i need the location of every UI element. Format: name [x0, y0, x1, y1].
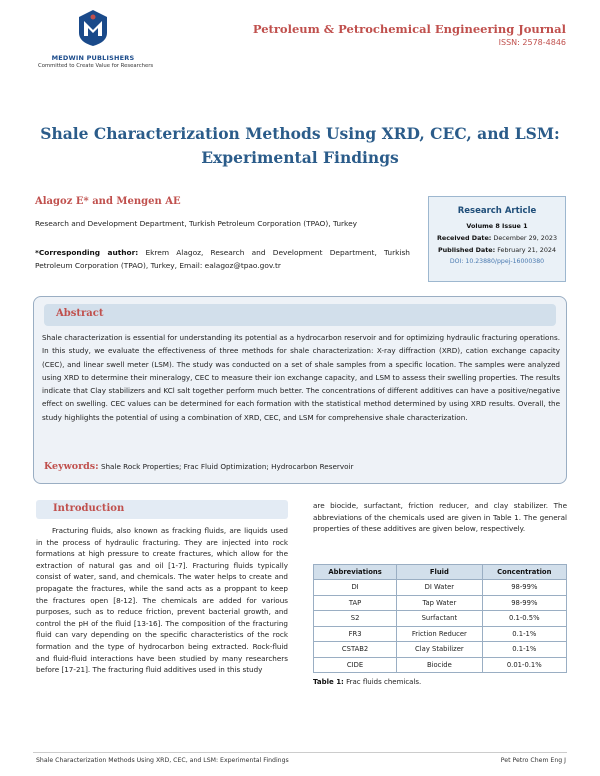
- abstract-text: Shale characterization is essential for understanding its potential as a hydrocarbon reservoir and for optimizing hydraulic fracturing operations. In this study, we evaluate the effectiveness of three methods for shale characterization: X-ray diffraction (XRD), cation exchange capacity (CEC), and linear swell meter (LSM). The study was conducted on a set of shale samples from a specific location. The samples were analyzed using XRD to determine their mineralogy, CEC to measure their ion exchange capacity, and LSM to assess their swelling properties. The results indicate that Clay stabilizers and KCl salt together perform much better. The concentrations of different additives can have a positive/negative effect on swelling. CEC values can be determined for each formation with the statistical method determined by using XRD results. Overall, the study highlights the potential of using a combination of XRD, CEC, and LSM for comprehensive shale characterization.: [42, 333, 560, 422]
- table-row: [314, 642, 567, 658]
- table-cell: 0.1-1%: [482, 626, 566, 642]
- table-cell: Biocide: [397, 657, 482, 673]
- article-doi[interactable]: DOI: 10.23880/ppej-16000380: [449, 258, 545, 265]
- table-header: Fluid: [397, 565, 482, 580]
- footer-journal-abbrev: Pet Petro Chem Eng J: [500, 757, 566, 764]
- introduction-heading: Introduction: [53, 503, 125, 514]
- journal-header: [253, 22, 566, 47]
- table-row: [314, 657, 567, 673]
- table-header-row: [314, 565, 567, 580]
- article-type: Research Article: [457, 206, 537, 216]
- paper-title: Shale Characterization Methods Using XRD, CEC, and LSM: Experimental Findings: [40, 124, 560, 167]
- affiliation: Research and Development Department, Turkish Petroleum Corporation (TPAO), Turkey: [35, 219, 357, 228]
- table-cell: FR3: [314, 626, 397, 642]
- table-caption-text: Frac fluids chemicals.: [346, 678, 422, 686]
- table-header: Concentration: [482, 565, 566, 580]
- table-cell: 0.01-0.1%: [482, 657, 566, 673]
- table-header: Abbreviations: [314, 565, 397, 580]
- table-cell: Surfactant: [397, 611, 482, 627]
- table-cell: CSTAB2: [314, 642, 397, 658]
- published-date: Published Date: February 21, 2024: [437, 246, 557, 254]
- article-volume: Volume 8 Issue 1: [466, 222, 528, 230]
- table-cell: 98-99%: [482, 595, 566, 611]
- keywords-label: Keywords:: [44, 461, 99, 472]
- introduction-right-column: are biocide, surfactant, friction reducer, and clay stabilizer. The abbreviations of the chemicals used are given in Table 1. The general properties of these additives are given below, respectively.: [313, 501, 567, 534]
- table-cell: DI Water: [397, 580, 482, 596]
- table-cell: TAP: [314, 595, 397, 611]
- footer-divider: [33, 752, 567, 753]
- table-cell: CIDE: [314, 657, 397, 673]
- table-row: [314, 626, 567, 642]
- abstract-header: [44, 304, 556, 326]
- keywords-text: Shale Rock Properties; Frac Fluid Optimization; Hydrocarbon Reservoir: [100, 462, 354, 471]
- publisher-tagline: Committed to Create Value for Researchers: [38, 63, 154, 69]
- table-cell: Tap Water: [397, 595, 482, 611]
- abstract-heading: Abstract: [56, 308, 104, 319]
- journal-issn: ISSN: 2578-4846: [498, 38, 566, 47]
- corresponding-text: Ekrem Alagoz, Research and Development Department, Turkish Petroleum Corporation (TPAO), Turkey, Email: ealagoz@tpao.gov.tr: [35, 248, 410, 270]
- journal-name: Petroleum & Petrochemical Engineering Journal: [252, 22, 566, 36]
- corresponding-label: *Corresponding author:: [35, 248, 139, 257]
- authors: Alagoz E* and Mengen AE: [35, 196, 181, 207]
- table-caption: [313, 678, 421, 686]
- table-row: [314, 580, 567, 596]
- table-row: [314, 595, 567, 611]
- chemicals-table: [313, 564, 567, 673]
- table-cell: S2: [314, 611, 397, 627]
- publisher-name: MEDWIN PUBLISHERS: [51, 54, 135, 62]
- medwin-logo-icon: [73, 8, 113, 48]
- keywords: [44, 461, 353, 472]
- corresponding-author: [35, 246, 410, 272]
- table-caption-label: Table 1:: [313, 678, 344, 686]
- abstract-box: [33, 296, 567, 484]
- table-cell: Friction Reducer: [397, 626, 482, 642]
- article-info-box: [428, 196, 566, 282]
- table-row: [314, 611, 567, 627]
- footer-running-title: Shale Characterization Methods Using XRD, CEC, and LSM: Experimental Findings: [36, 757, 289, 764]
- table-cell: Clay Stabilizer: [397, 642, 482, 658]
- table-cell: 98-99%: [482, 580, 566, 596]
- introduction-left-column: Fracturing fluids, also known as fracking fluids, are liquids used in the process of hydraulic fracturing. They are injected into rock formations at high pressure to create fractures, which allow for the extraction of natural gas and oil [1-7]. Fracturing fluids typically consist of water, sand, and chemicals. The water helps to create and propagate the fractures, while the sand acts as a proppant to keep the fractures open [8-12]. The chemicals are added for various purposes, such as to reduce friction, prevent bacterial growth, and control the pH of the fluid [13-16]. The composition of the fracturing fluid can vary depending on the specific characteristics of the rock formation and the type of hydrocarbon being extracted. Rock-fluid and fluid-fluid interactions have been studied by many researchers before [17-21]. The fracturing fluid additives used in this study: [36, 526, 288, 675]
- received-date: Received Date: December 29, 2023: [436, 234, 558, 242]
- table-cell: 0.1-1%: [482, 642, 566, 658]
- publisher-logo: [38, 8, 154, 69]
- table-cell: 0.1-0.5%: [482, 611, 566, 627]
- table-cell: DI: [314, 580, 397, 596]
- introduction-header: [36, 500, 288, 519]
